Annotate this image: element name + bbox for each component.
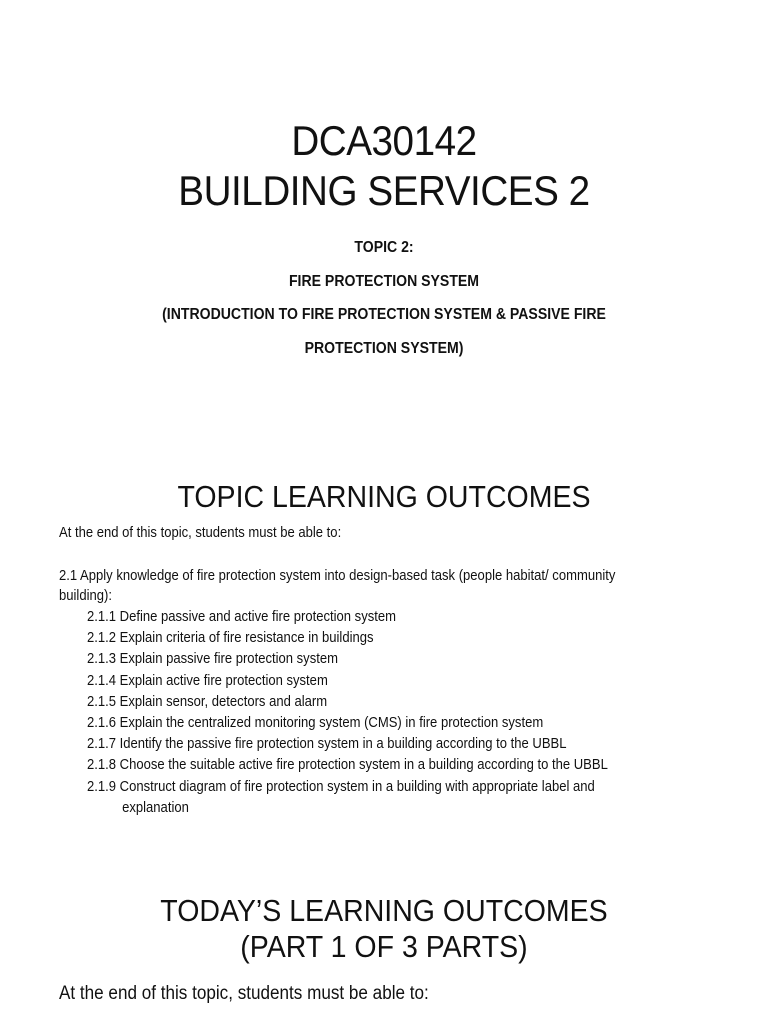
- sub-outcome-item: 2.1.6 Explain the centralized monitoring system (CMS) in fire protection system: [87, 715, 544, 732]
- sub-outcome-continuation: explanation: [122, 799, 189, 816]
- sub-outcome-item: 2.1.3 Explain passive fire protection system: [87, 651, 338, 668]
- course-name: BUILDING SERVICES 2: [178, 167, 590, 214]
- topic-title: FIRE PROTECTION SYSTEM: [288, 273, 480, 290]
- topic-outcomes-intro: At the end of this topic, students must be able to:: [59, 525, 342, 541]
- sub-outcome-item: 2.1.2 Explain criteria of fire resistance in buildings: [87, 630, 374, 647]
- main-outcome-line-2: building):: [59, 588, 112, 604]
- topic-subtitle-line-2: PROTECTION SYSTEM): [304, 340, 464, 357]
- todays-outcomes-intro: At the end of this topic, students must be able to:: [59, 983, 429, 1004]
- sub-outcome-item: 2.1.8 Choose the suitable active fire protection system in a building according to the UBBL: [87, 757, 608, 774]
- sub-outcome-item: 2.1.5 Explain sensor, detectors and alarm: [87, 693, 328, 710]
- topic-number: TOPIC 2:: [354, 239, 414, 256]
- todays-outcomes-heading-line-2: (PART 1 OF 3 PARTS): [240, 929, 528, 964]
- topic-learning-outcomes-heading: TOPIC LEARNING OUTCOMES: [177, 479, 591, 514]
- course-code: DCA30142: [291, 117, 477, 164]
- main-outcome-line-1: 2.1 Apply knowledge of fire protection system into design-based task (people habitat/ community: [59, 568, 616, 584]
- topic-subtitle-line-1: (INTRODUCTION TO FIRE PROTECTION SYSTEM & PASSIVE FIRE: [162, 306, 606, 323]
- todays-outcomes-heading-line-1: TODAY’S LEARNING OUTCOMES: [160, 893, 608, 928]
- sub-outcome-item: 2.1.4 Explain active fire protection system: [87, 672, 328, 689]
- sub-outcome-item: 2.1.9 Construct diagram of fire protection system in a building with appropriate label and: [87, 778, 595, 795]
- sub-outcome-item: 2.1.7 Identify the passive fire protection system in a building according to the UBBL: [87, 736, 567, 753]
- sub-outcome-item: 2.1.1 Define passive and active fire protection system: [87, 609, 397, 625]
- sub-outcomes-list: [87, 607, 608, 819]
